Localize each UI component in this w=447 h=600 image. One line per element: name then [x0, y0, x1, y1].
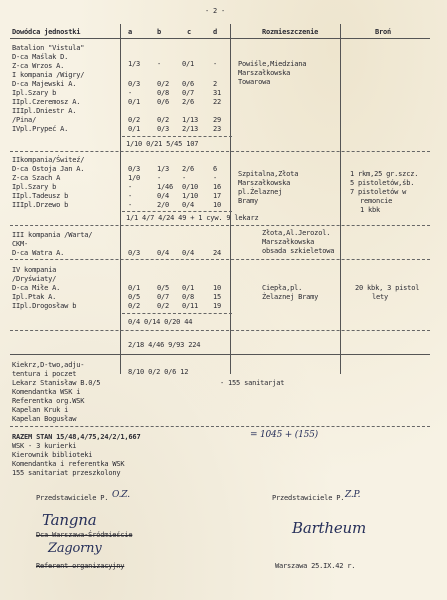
- company2-row-label: Z-ca Szach A: [12, 174, 61, 182]
- company2-row-label: IIIpl.Drzewo b: [12, 201, 69, 209]
- summary-line: WSK - 3 kurierki: [12, 442, 77, 450]
- header-b: b: [157, 28, 162, 36]
- staff-sanitary: - 155 sanitarjat: [220, 379, 285, 387]
- cell-b: 1/46: [157, 183, 174, 191]
- staff-line: Lekarz Stanisław B.0/5: [12, 379, 101, 387]
- company4-weapon-1: 20 kbk, 3 pistol: [355, 284, 420, 292]
- section-divider: [10, 426, 430, 427]
- cell-c: 2/6: [182, 165, 195, 173]
- summary-line: Komendantka i referentka WSK: [12, 460, 125, 468]
- cell-d: 10: [213, 201, 222, 209]
- subtotal-rule: [122, 313, 232, 314]
- header-weapons: Broń: [375, 28, 392, 36]
- company4-total: 0/4 0/14 0/20 44: [128, 318, 193, 326]
- company1-total: 1/10 0/21 5/45 107: [126, 140, 199, 148]
- cell-a: 0/1: [128, 98, 141, 106]
- cell-d: 24: [213, 249, 222, 257]
- company3-location-1: Złota,Al.Jerozol.: [262, 229, 331, 237]
- left-representatives-label: Przedstawiciele P.: [36, 494, 109, 502]
- company2-location-1: Szpitalna,Złota: [238, 170, 299, 178]
- battalion-title: Batalion "Vistula": [12, 44, 85, 52]
- company2-row-label: D-ca Ostoja Jan A.: [12, 165, 85, 173]
- cell-d: 29: [213, 116, 222, 124]
- cell-a: -: [128, 192, 133, 200]
- cell-b: -: [157, 174, 162, 182]
- staff-line: Kiekrz,D-two,adju-: [12, 361, 85, 369]
- cell-b: 0/3: [157, 125, 170, 133]
- cell-a: 0/5: [128, 293, 141, 301]
- cell-d: 6: [213, 165, 218, 173]
- cell-a: -: [128, 183, 133, 191]
- company3-commander: D-ca Watra A.: [12, 249, 65, 257]
- staff-values: 8/10 0/2 0/6 12: [128, 368, 189, 376]
- left-printed-title-1: Dca Warszawa-Śródmieście: [36, 531, 133, 539]
- company2-total: 1/1 4/7 4/24 49 + 1 cyw. 9 lekarz: [126, 214, 259, 222]
- cell-b: 2/0: [157, 201, 170, 209]
- company3-location-3: obsada szkieletowa: [262, 247, 335, 255]
- battalion-deputy: Z-ca Wrzos A.: [12, 62, 65, 70]
- cell-c: 0/11: [182, 302, 199, 310]
- header-rule: [10, 38, 430, 39]
- cell-c: 2/6: [182, 98, 195, 106]
- header-a: a: [128, 28, 133, 36]
- header-placement: Rozmieszczenie: [262, 28, 319, 36]
- cell-c: 0/7: [182, 89, 195, 97]
- cell-b: 0/2: [157, 302, 170, 310]
- cell-a: 0/3: [128, 80, 141, 88]
- page-number: - 2 -: [205, 7, 226, 15]
- company2-weapon-3: 7 pistoletów w: [350, 188, 407, 196]
- staff-line: Kapelan Bogusław: [12, 415, 77, 423]
- cell-d: -: [213, 174, 218, 182]
- company1-row-label: IIIpl.Dniestr A.: [12, 107, 77, 115]
- cell-a: 0/2: [128, 116, 141, 124]
- staff-line: tentura i poczet: [12, 370, 77, 378]
- cell-b: 0/6: [157, 98, 170, 106]
- cell-a: 0/3: [128, 165, 141, 173]
- subtotal-rule: [122, 211, 232, 212]
- company3-sub: CKM-: [12, 240, 29, 248]
- cell-d: 2: [213, 80, 218, 88]
- company4-row-label: Ipl.Ptak A.: [12, 293, 57, 301]
- cell-c: 0/1: [182, 284, 195, 292]
- cell-c: -: [182, 174, 187, 182]
- company1-row-label: D-ca Majewski A.: [12, 80, 77, 88]
- left-signature-1: Tangna: [42, 511, 97, 529]
- cell-a: -: [128, 201, 133, 209]
- cell-d: 17: [213, 192, 222, 200]
- cell-d: 16: [213, 183, 222, 191]
- company2-location-2: Marszałkowska: [238, 179, 291, 187]
- left-hand-mark: O.Z.: [112, 490, 130, 500]
- cell-b: 0/7: [157, 293, 170, 301]
- cell-d: 23: [213, 125, 222, 133]
- company3-location-2: Marszałkowska: [262, 238, 315, 246]
- company4-location-2: Żelaznej Bramy: [262, 293, 319, 301]
- summary-line: Kierownik biblioteki: [12, 451, 93, 459]
- place-date: Warszawa 25.IX.42 r.: [275, 562, 356, 570]
- company3-title: III kompania /Warta/: [12, 231, 93, 239]
- left-signature-2: Zagorny: [48, 541, 102, 556]
- summary-total: RAZEM STAN 15/48,4/75,24/2/1,667: [12, 433, 141, 441]
- cell-b: 0/4: [157, 192, 170, 200]
- cell-d: 19: [213, 302, 222, 310]
- subtotal-rule: [122, 136, 232, 137]
- company1-row-label: Ipl.Szary b: [12, 89, 57, 97]
- cell-c: 0/6: [182, 80, 195, 88]
- summary-line: 155 sanitariat przeszkolony: [12, 469, 121, 477]
- company1-title: I kompania /Wigry/: [12, 71, 85, 79]
- cell-b: -: [157, 60, 162, 68]
- company2-location-3: pl.Żelaznej: [238, 188, 283, 196]
- company2-weapon-2: 5 pistoletów,śb.: [350, 179, 415, 187]
- cell-b: 1/3: [157, 165, 170, 173]
- header-c: c: [187, 28, 192, 36]
- cell-b: 0/4: [157, 249, 170, 257]
- cell-b: 0/8: [157, 89, 170, 97]
- column-rule: [230, 24, 231, 374]
- cell-c: 0/4: [182, 249, 195, 257]
- company2-location-4: Bramy: [238, 197, 259, 205]
- right-hand-mark: Z.P.: [345, 490, 361, 500]
- section-divider: [10, 354, 430, 355]
- left-printed-title-2: Referent organizacyjny: [36, 562, 125, 570]
- company4-row-label: D-ca Miłe A.: [12, 284, 61, 292]
- column-rule: [340, 24, 341, 374]
- company2-row-label: Ipl.Szary b: [12, 183, 57, 191]
- cell-c: 0/1: [182, 60, 195, 68]
- cell-d: 15: [213, 293, 222, 301]
- cell-a: 0/3: [128, 249, 141, 257]
- section-divider: [10, 259, 430, 260]
- company4-weapon-2: lety: [372, 293, 389, 301]
- cell-b: 0/2: [157, 80, 170, 88]
- cell-a: 0/1: [128, 284, 141, 292]
- company4-sub: /Dryświaty/: [12, 275, 57, 283]
- staff-line: Referentka org.WSK: [12, 397, 85, 405]
- cell-b: 0/2: [157, 116, 170, 124]
- section-divider: [10, 330, 430, 331]
- cell-c: 0/8: [182, 293, 195, 301]
- cell-d: -: [213, 60, 218, 68]
- cell-c: 1/13: [182, 116, 199, 124]
- cell-d: 10: [213, 284, 222, 292]
- staff-line: Komendantka WSK i: [12, 388, 81, 396]
- company4-row-label: IIpl.Drogosław b: [12, 302, 77, 310]
- company2-weapon-1: 1 rkm,25 gr.szcz.: [350, 170, 419, 178]
- company2-weapon-5: 1 kbk: [360, 206, 381, 214]
- cell-c: 1/10: [182, 192, 199, 200]
- company2-title: IIkompania/Świteź/: [12, 156, 85, 164]
- company2-row-label: IIpl.Tadeusz b: [12, 192, 69, 200]
- header-d: d: [213, 28, 218, 36]
- grand-total: 2/18 4/46 9/93 224: [128, 341, 201, 349]
- right-representatives-label: Przedstawiciele P.: [272, 494, 345, 502]
- company2-weapon-4: remoncie: [360, 197, 393, 205]
- summary-handwritten-total: = 1045 + (155): [250, 430, 318, 440]
- company1-row-label: /Pina/: [12, 116, 37, 124]
- column-rule: [120, 24, 121, 374]
- company1-location-2: Marszałkowska: [238, 69, 291, 77]
- header-unit: Dowódca jednostki: [12, 28, 81, 36]
- battalion-commander: D-ca Maślak D.: [12, 53, 69, 61]
- company1-row-label: IIpl.Czeremosz A.: [12, 98, 81, 106]
- cell-d: 31: [213, 89, 222, 97]
- cell-c: 0/4: [182, 201, 195, 209]
- staff-line: Kapelan Kruk i: [12, 406, 69, 414]
- cell-c: 0/10: [182, 183, 199, 191]
- cell-b: 0/5: [157, 284, 170, 292]
- cell-a: -: [128, 89, 133, 97]
- cell-a: 1/0: [128, 174, 141, 182]
- company4-location-1: Ciepła,pl.: [262, 284, 303, 292]
- right-signature: Bartheum: [292, 519, 366, 537]
- company1-row-label: IVpl.Prypeć A.: [12, 125, 69, 133]
- cell-a: 1/3: [128, 60, 141, 68]
- company1-location-1: Powiśle,Miedziana: [238, 60, 307, 68]
- cell-d: 22: [213, 98, 222, 106]
- section-divider: [10, 225, 430, 226]
- cell-c: 2/13: [182, 125, 199, 133]
- company4-title: IV kompania: [12, 266, 57, 274]
- section-divider: [10, 151, 430, 152]
- cell-a: 0/1: [128, 125, 141, 133]
- company1-location-3: Towarowa: [238, 78, 271, 86]
- cell-a: 0/2: [128, 302, 141, 310]
